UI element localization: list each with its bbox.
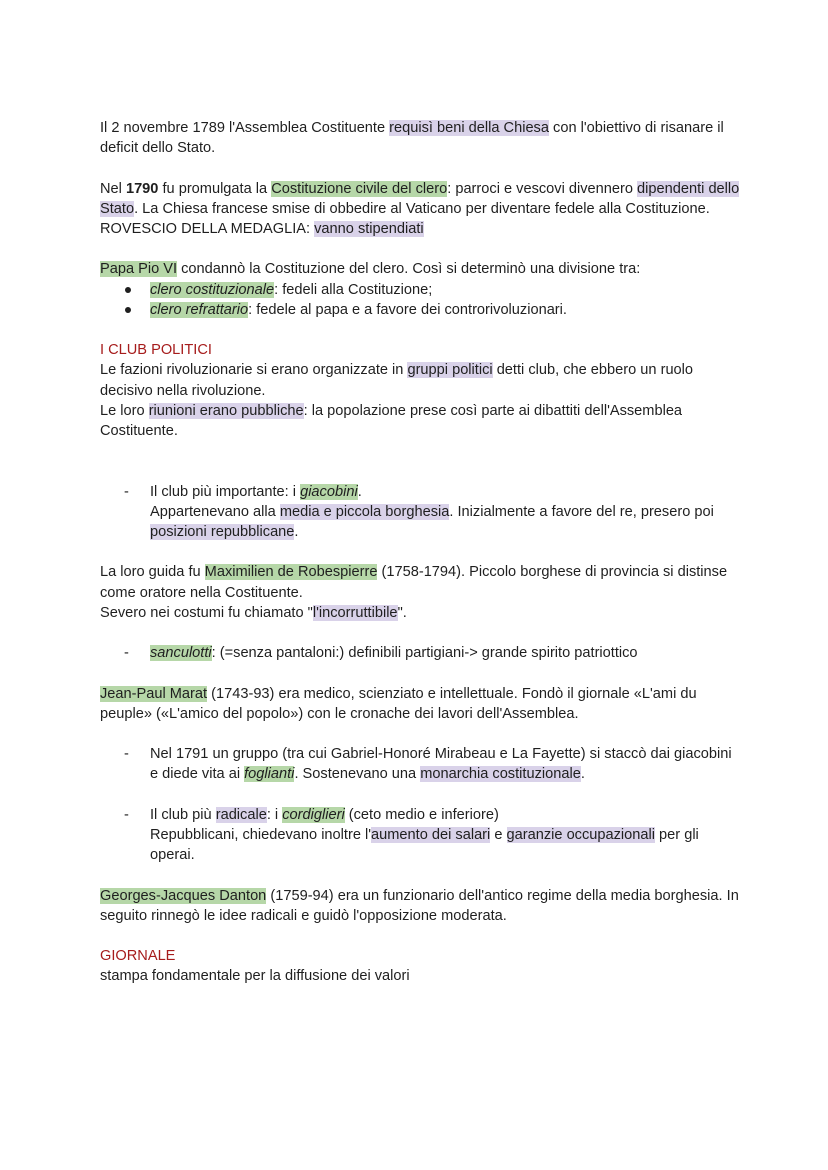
list-item: clero costituzionale: fedeli alla Costituzione;	[100, 280, 740, 300]
paragraph-club-groups: Le fazioni rivoluzionarie si erano organizzate in gruppi politici detti club, che ebbero un ruolo decisivo nella rivoluzione.	[100, 362, 694, 399]
dash-marker: -	[124, 483, 129, 500]
paragraph-rovescio: ROVESCIO DELLA MEDAGLIA: vanno stipendiati	[100, 221, 424, 237]
highlight: dipendenti dello Stato	[100, 180, 740, 217]
paragraph-club-meetings: Le loro riunioni erano pubbliche: la popolazione prese così parte ai dibattiti dell'Assemblea Costituente.	[100, 402, 683, 439]
section-heading-club: I CLUB POLITICI	[100, 342, 212, 359]
bullet-icon	[125, 287, 131, 293]
highlight: media e piccola borghesia	[279, 503, 450, 520]
highlight: Georges-Jacques Danton	[100, 887, 267, 904]
highlight: l'incorruttibile	[312, 604, 398, 621]
list-item-sanculotti: - sanculotti: (=senza pantaloni:) definibili partigiani-> grande spirito patriottico	[100, 643, 740, 663]
document-body	[100, 118, 740, 987]
highlight: Maximilien de Robespierre	[204, 564, 378, 581]
paragraph-pope: Papa Pio VI condannò la Costituzione del clero. Così si determinò una divisione tra:	[100, 261, 641, 278]
highlight: Costituzione civile del clero	[271, 180, 448, 197]
dash-marker: -	[124, 645, 129, 662]
highlight: radicale	[215, 806, 267, 823]
dash-marker: -	[124, 746, 129, 763]
paragraph-danton: Georges-Jacques Danton (1759-94) era un funzionario dell'antico regime della media borghesia. In seguito rinnegò le idee radicali e guidò l'opposizione moderata.	[100, 887, 739, 924]
list-item: clero refrattario: fedele al papa e a favore dei controrivoluzionari.	[100, 300, 740, 320]
highlight: monarchia costituzionale	[420, 766, 581, 783]
highlight: aumento dei salari	[371, 826, 491, 843]
highlight: Jean-Paul Marat	[100, 685, 208, 702]
list-item-foglianti: - Nel 1791 un gruppo (tra cui Gabriel-Honoré Mirabeau e La Fayette) si staccò dai giacobini e diede vita ai foglianti. Sostenevano una monarchia costituzionale.	[124, 746, 732, 783]
highlight: gruppi politici	[407, 362, 493, 379]
highlight: requisì beni della Chiesa	[389, 120, 549, 136]
paragraph-incorruttibile: Severo nei costumi fu chiamato "l'incorruttibile".	[100, 604, 407, 621]
paragraph-robespierre: La loro guida fu Maximilien de Robespierre (1758-1794). Piccolo borghese di provincia si distinse come oratore nella Costituente.	[100, 564, 728, 601]
highlight: posizioni repubblicane	[150, 523, 295, 540]
paragraph-civil-constitution: Nel 1790 fu promulgata la Costituzione civile del clero: parroci e vescovi divennero dipendenti dello Stato. La Chiesa francese smise di obbedire al Vaticano per diventare fedele alla Costituzione.	[100, 180, 740, 217]
highlight: vanno stipendiati	[314, 221, 424, 237]
bullet-icon	[125, 307, 131, 313]
highlight: Papa Pio VI	[100, 261, 178, 278]
highlight: garanzie occupazionali	[506, 826, 655, 843]
list-item-giacobini: - Il club più importante: i giacobini. Appartenevano alla media e piccola borghesia. Inizialmente a favore del re, presero poi posizioni repubblicane.	[124, 483, 714, 540]
highlight: riunioni erano pubbliche	[148, 402, 304, 419]
paragraph-giornale: stampa fondamentale per la diffusione dei valori	[100, 968, 410, 985]
section-heading-giornale: GIORNALE	[100, 948, 176, 965]
paragraph-marat: Jean-Paul Marat (1743-93) era medico, scienziato e intellettuale. Fondò il giornale «L'ami du peuple» («L'amico del popolo») con le cronache dei lavori dell'Assemblea.	[100, 685, 697, 722]
dash-marker: -	[124, 806, 129, 823]
list-item-cordiglieri: - Il club più radicale: i cordiglieri (ceto medio e inferiore) Repubblicani, chiedevano inoltre l'aumento dei salari e garanzie occupazionali per gli operai.	[124, 806, 699, 864]
paragraph-church-assets: Il 2 novembre 1789 l'Assemblea Costituente requisì beni della Chiesa con l'obiettivo di risanare il deficit dello Stato.	[100, 120, 724, 157]
